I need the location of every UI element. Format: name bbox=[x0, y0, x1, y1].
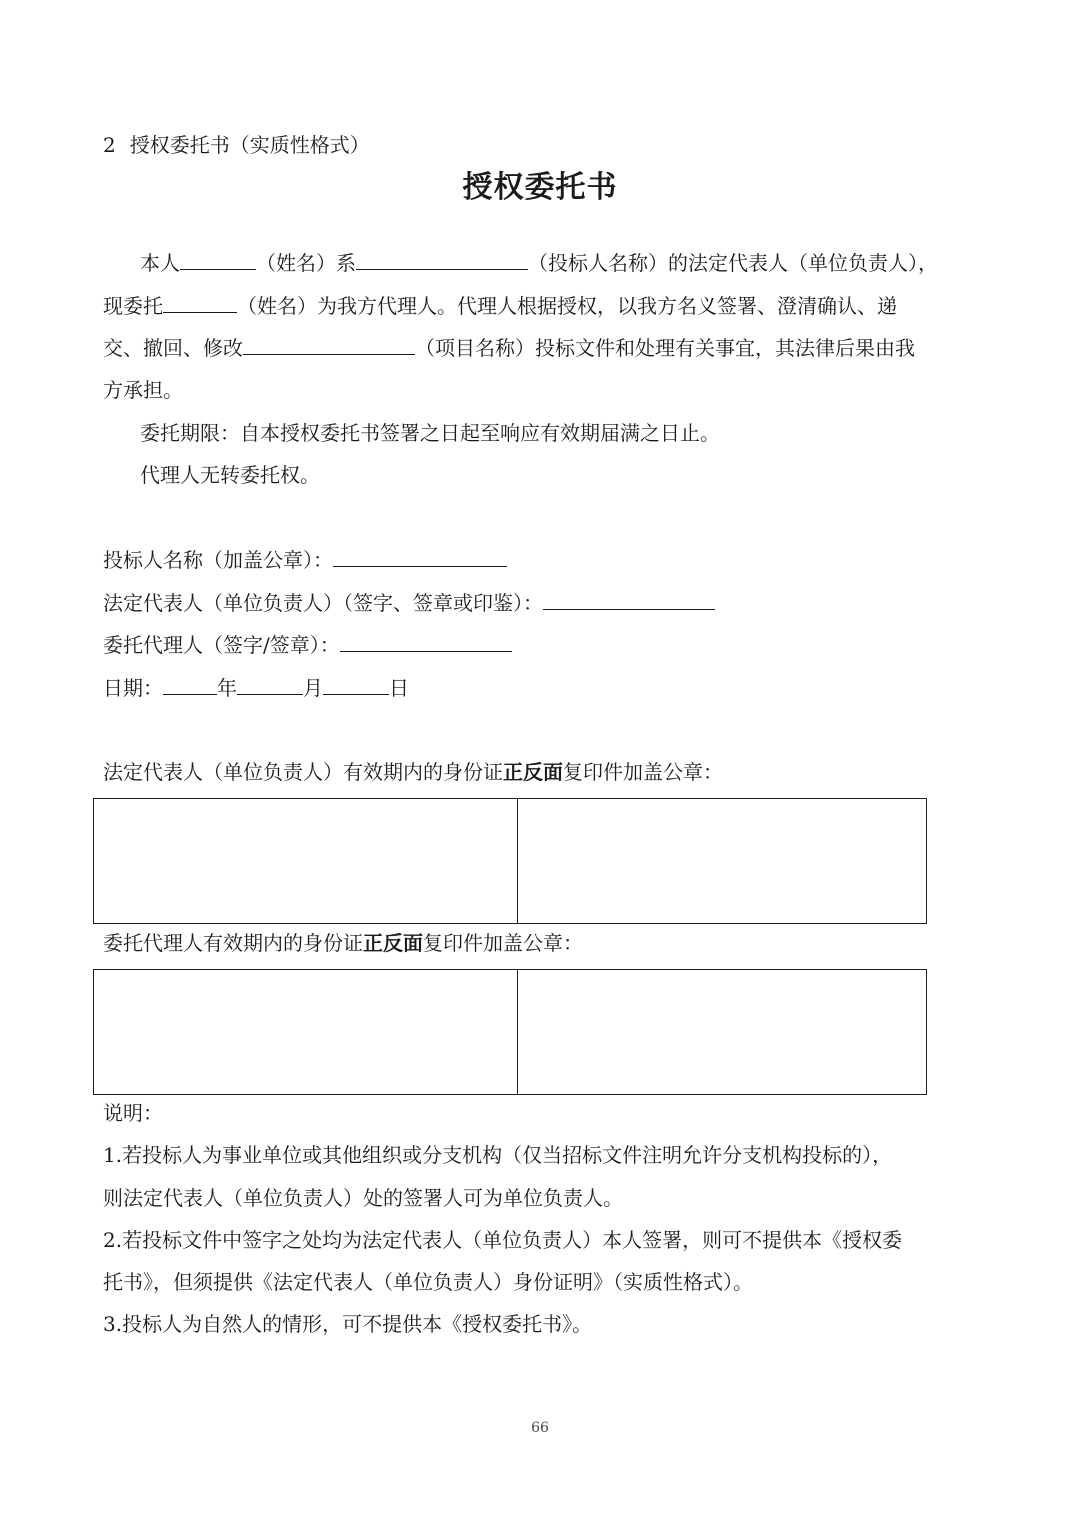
note-2-line-1: 2.若投标文件中签字之处均为法定代表人（单位负责人）本人签署，则可不提供本《授权委 bbox=[103, 1228, 903, 1252]
day-label: 日 bbox=[389, 676, 409, 700]
year-blank[interactable] bbox=[163, 672, 217, 695]
note-2-line-2: 托书》，但须提供《法定代表人（单位负责人）身份证明》（实质性格式）。 bbox=[103, 1270, 753, 1294]
bidder-name-blank[interactable] bbox=[356, 247, 528, 270]
caption-text: 委托代理人有效期内的身份证 bbox=[103, 931, 363, 955]
document-title: 授权委托书 bbox=[462, 170, 618, 205]
agent-id-caption bbox=[103, 928, 583, 958]
section-title: 授权委托书（实质性格式） bbox=[129, 133, 370, 157]
notes-heading: 说明： bbox=[103, 1101, 163, 1125]
legal-rep-id-box bbox=[93, 798, 927, 924]
agent-id-box bbox=[93, 969, 927, 1095]
id-box-divider bbox=[517, 799, 518, 923]
month-blank[interactable] bbox=[237, 672, 303, 695]
note-1-line-1: 1.若投标人为事业单位或其他组织或分支机构（仅当招标文件注明允许分支机构投标的）， bbox=[103, 1143, 893, 1167]
text-segment: （姓名）系 bbox=[256, 251, 356, 275]
signature-label: 法定代表人（单位负责人）（签字、签章或印鉴）： bbox=[103, 591, 543, 615]
bidder-seal-blank[interactable] bbox=[333, 544, 507, 567]
agent-sign-blank[interactable] bbox=[340, 629, 512, 652]
text-segment: （投标人名称）的法定代表人（单位负责人）， bbox=[528, 251, 938, 275]
caption-emphasis: 正反面 bbox=[503, 760, 563, 784]
signature-date bbox=[103, 672, 409, 703]
signature-label: 委托代理人（签字/签章）： bbox=[103, 633, 340, 657]
signature-bidder bbox=[103, 544, 507, 575]
signature-legal-rep bbox=[103, 587, 715, 618]
legal-rep-id-caption bbox=[103, 757, 723, 787]
signature-label: 投标人名称（加盖公章）： bbox=[103, 548, 333, 572]
text-segment: 交、撤回、修改 bbox=[103, 336, 243, 360]
note-1-line-2: 则法定代表人（单位负责人）处的签署人可为单位负责人。 bbox=[103, 1186, 623, 1210]
paragraph-1-line-3 bbox=[103, 332, 915, 363]
paragraph-1-line-1 bbox=[140, 247, 938, 278]
year-label: 年 bbox=[217, 676, 237, 700]
text-segment: （项目名称）投标文件和处理有关事宜，其法律后果由我 bbox=[415, 336, 915, 360]
note-3: 3.投标人为自然人的情形，可不提供本《授权委托书》。 bbox=[103, 1312, 593, 1336]
project-name-blank[interactable] bbox=[243, 332, 415, 355]
legal-rep-sign-blank[interactable] bbox=[543, 587, 715, 610]
caption-text: 复印件加盖公章： bbox=[423, 931, 583, 955]
name-blank[interactable] bbox=[180, 247, 256, 270]
section-heading bbox=[103, 130, 370, 160]
page-number: 66 bbox=[531, 1420, 549, 1436]
caption-text: 复印件加盖公章： bbox=[563, 760, 723, 784]
paragraph-1-line-4 bbox=[103, 375, 183, 405]
paragraph-1-line-2 bbox=[103, 290, 897, 321]
date-label: 日期： bbox=[103, 676, 163, 700]
day-blank[interactable] bbox=[323, 672, 389, 695]
paragraph-3: 代理人无转委托权。 bbox=[140, 463, 320, 487]
caption-emphasis: 正反面 bbox=[363, 931, 423, 955]
month-label: 月 bbox=[303, 676, 323, 700]
id-box-divider bbox=[517, 970, 518, 1094]
section-number: 2 bbox=[103, 133, 116, 157]
paragraph-2: 委托期限：自本授权委托书签署之日起至响应有效期届满之日止。 bbox=[140, 421, 720, 445]
text-segment: （姓名）为我方代理人。代理人根据授权，以我方名义签署、澄清确认、递 bbox=[237, 294, 897, 318]
text-segment: 本人 bbox=[140, 251, 180, 275]
caption-text: 法定代表人（单位负责人）有效期内的身份证 bbox=[103, 760, 503, 784]
signature-agent bbox=[103, 629, 512, 660]
agent-name-blank[interactable] bbox=[163, 290, 237, 313]
text-segment: 现委托 bbox=[103, 294, 163, 318]
text-segment: 方承担。 bbox=[103, 378, 183, 402]
